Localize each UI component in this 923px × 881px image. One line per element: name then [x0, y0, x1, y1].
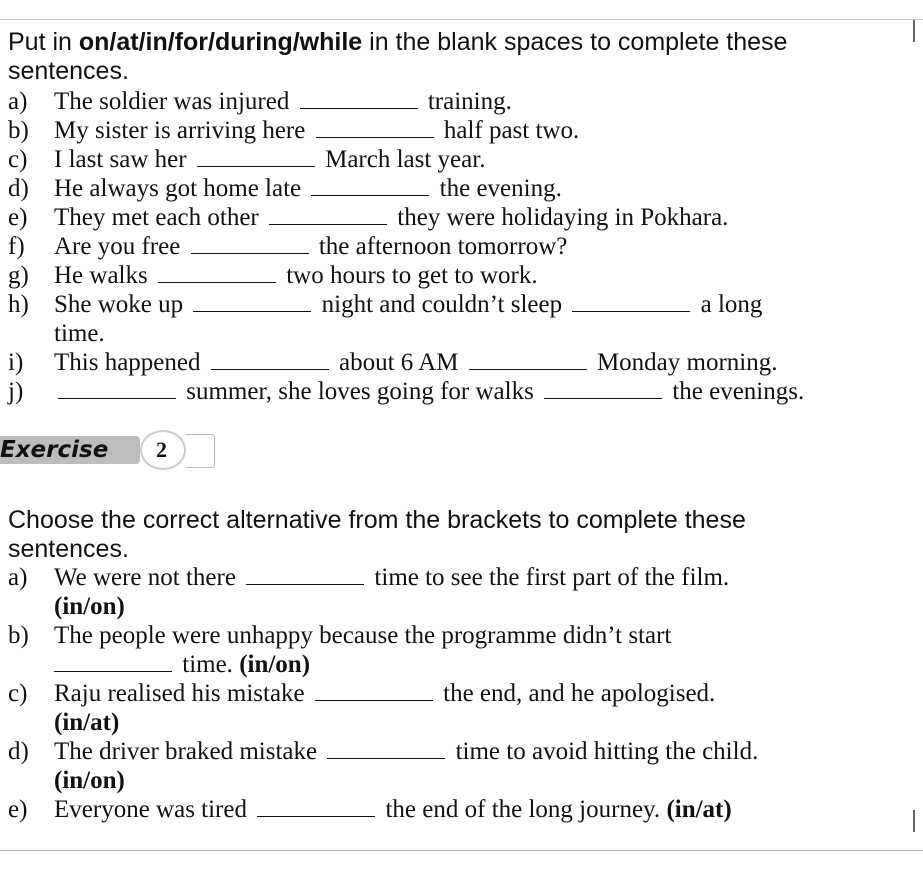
item-text: He always got home late: [54, 175, 302, 202]
item-text: The people were unhappy because the programme didn’t start: [54, 622, 672, 649]
item-text: half past two.: [443, 117, 580, 144]
item-text: They met each other: [54, 204, 259, 231]
item-text: This happened: [54, 349, 201, 376]
ex1-item-j: [8, 378, 804, 406]
item-label: e): [8, 204, 28, 231]
item-label: j): [8, 378, 24, 405]
item-label: d): [8, 175, 29, 202]
item-text: the evening.: [439, 175, 562, 202]
item-text: She woke up: [54, 291, 184, 318]
ex1-instruction-keywords: on/at/in/for/during/while: [78, 28, 363, 56]
bottom-rule: [0, 850, 923, 851]
ex2-item-a: [8, 564, 729, 592]
answer-blank[interactable]: [54, 653, 172, 672]
item-text: I last saw her: [54, 146, 187, 173]
item-text: The soldier was injured: [54, 88, 290, 115]
item-text: time to see the first part of the film.: [374, 564, 730, 591]
ex2-item-b: [8, 622, 671, 650]
item-text: night and couldn’t sleep: [321, 291, 563, 318]
ex1-item-h: [8, 291, 762, 319]
item-label: b): [8, 117, 29, 144]
answer-blank[interactable]: [197, 148, 315, 167]
item-label: f): [8, 233, 25, 260]
answer-blank[interactable]: [300, 90, 418, 109]
item-text: Raju realised his mistake: [54, 680, 305, 707]
item-label: b): [8, 622, 29, 649]
item-text: time to avoid hitting the child.: [455, 738, 759, 765]
ex1-instruction: [8, 28, 913, 86]
ex1-item-h-continued: time.: [54, 320, 105, 347]
ex2-item-b-continued: [54, 651, 310, 679]
answer-blank[interactable]: [572, 293, 690, 312]
answer-blank[interactable]: [158, 264, 276, 283]
ex1-item-e: [8, 204, 728, 232]
item-text: the end of the long journey.: [385, 796, 661, 823]
item-label: a): [8, 564, 28, 591]
ex1-item-g: [8, 262, 538, 290]
answer-blank[interactable]: [257, 798, 375, 817]
top-rule: [0, 19, 923, 20]
item-text: the evenings.: [672, 378, 805, 405]
answer-blank[interactable]: [311, 177, 429, 196]
ex1-item-c: [8, 146, 485, 174]
item-text: the end, and he apologised.: [443, 680, 716, 707]
item-text: The driver braked mistake: [54, 738, 318, 765]
answer-blank[interactable]: [269, 206, 387, 225]
item-text: We were not there: [54, 564, 236, 591]
ex1-item-b: [8, 117, 579, 145]
item-text: summer, she loves going for walks: [186, 378, 534, 405]
ex1-item-f: [8, 233, 567, 261]
item-text: about 6 AM: [338, 349, 459, 376]
item-text: the afternoon tomorrow?: [318, 233, 568, 260]
answer-blank[interactable]: [58, 380, 176, 399]
exercise-title: Exercise: [0, 437, 109, 463]
item-text: they were holidaying in Pokhara.: [397, 204, 729, 231]
item-label: i): [8, 349, 24, 376]
answer-blank[interactable]: [191, 235, 309, 254]
ex1-item-d: [8, 175, 562, 203]
item-text: time.: [182, 651, 233, 678]
answer-blank[interactable]: [544, 380, 662, 399]
answer-blank[interactable]: [246, 566, 364, 585]
item-label: c): [8, 680, 28, 707]
item-label: h): [8, 291, 29, 318]
margin-mark-bottom: [913, 810, 915, 832]
item-label: d): [8, 738, 29, 765]
ex1-instruction-line2: sentences.: [8, 57, 129, 85]
item-text: March last year.: [325, 146, 486, 173]
item-text: Monday morning.: [596, 349, 778, 376]
ex2-instruction: [8, 506, 913, 564]
item-text: My sister is arriving here: [54, 117, 306, 144]
item-label: c): [8, 146, 28, 173]
ex2-item-c-options: (in/at): [54, 709, 120, 736]
exercise-tab-tail: [186, 434, 215, 468]
item-text: training.: [427, 88, 512, 115]
item-label: a): [8, 88, 28, 115]
ex2-item-a-options: (in/on): [54, 593, 125, 620]
ex2-instruction-line2: sentences.: [8, 535, 129, 563]
ex2-item-c: [8, 680, 715, 708]
answer-blank[interactable]: [211, 351, 329, 370]
ex2-item-d-options: (in/on): [54, 767, 125, 794]
ex1-item-i: [8, 349, 777, 377]
ex2-item-d: [8, 738, 758, 766]
answer-blank[interactable]: [469, 351, 587, 370]
answer-blank[interactable]: [327, 740, 445, 759]
item-text: He walks: [54, 262, 148, 289]
item-label: e): [8, 796, 28, 823]
item-text: two hours to get to work.: [286, 262, 538, 289]
margin-mark-top: [913, 20, 915, 42]
item-text: Are you free: [54, 233, 181, 260]
answer-blank[interactable]: [193, 293, 311, 312]
exercise-number: 2: [156, 437, 167, 462]
ex1-instruction-suffix: in the blank spaces to complete these: [362, 28, 788, 56]
answer-blank[interactable]: [316, 119, 434, 138]
ex1-item-a: [8, 88, 512, 116]
item-text: Everyone was tired: [54, 796, 247, 823]
item-text: a long: [700, 291, 763, 318]
ex2-instruction-line1: Choose the correct alternative from the brackets to complete these: [8, 506, 746, 534]
exercise-2-header: [0, 430, 215, 470]
ex2-item-b-options: (in/on): [239, 651, 311, 678]
item-label: g): [8, 262, 29, 289]
ex2-item-e-options: (in/at): [666, 796, 732, 823]
answer-blank[interactable]: [315, 682, 433, 701]
ex1-instruction-prefix: Put in: [8, 28, 79, 56]
ex2-item-e: [8, 796, 732, 824]
